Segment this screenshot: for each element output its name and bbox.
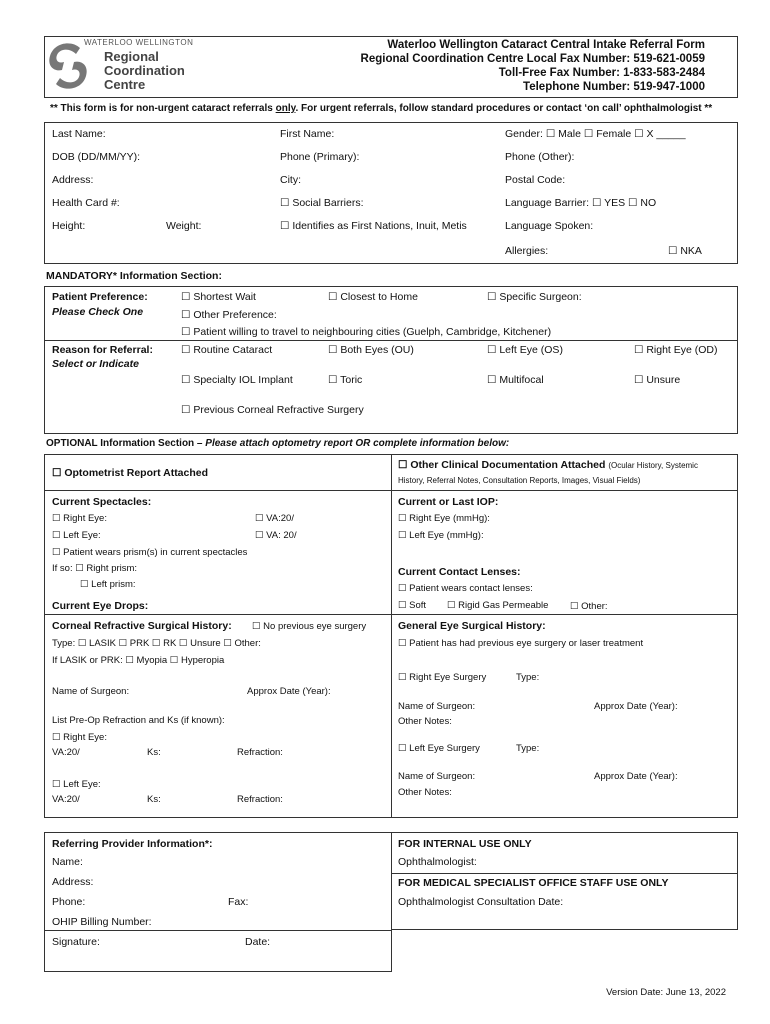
telephone: Telephone Number: 519-947-1000 [523, 81, 705, 93]
local-fax: Regional Coordination Centre Local Fax Number: 519-621-0059 [360, 53, 705, 65]
preop-left-va[interactable]: VA:20/ [52, 794, 80, 805]
left-approx-date[interactable]: Approx Date (Year): [594, 771, 678, 782]
iop-left-checkbox[interactable]: ☐ Left Eye (mmHg): [398, 530, 484, 541]
social-barriers-checkbox[interactable]: ☐ Social Barriers: [280, 197, 364, 209]
provider-fax-field[interactable]: Fax: [228, 896, 249, 908]
spec-va-right-checkbox[interactable]: ☐ VA:20/ [255, 513, 294, 524]
first-name-field[interactable]: First Name: [280, 128, 335, 140]
left-prism-checkbox[interactable]: ☐ Left prism: [80, 579, 136, 590]
lasik-type-checkboxes[interactable]: If LASIK or PRK: ☐ Myopia ☐ Hyperopia [52, 655, 225, 666]
other-doc-small: (Ocular History, Systemic [608, 461, 698, 470]
multifocal-checkbox[interactable]: ☐ Multifocal [487, 374, 544, 386]
right-approx-date[interactable]: Approx Date (Year): [594, 701, 678, 712]
language-barrier-field[interactable]: Language Barrier: ☐ YES ☐ NO [505, 197, 657, 209]
optional-title-main: OPTIONAL Information Section – [46, 438, 206, 449]
phone-other-field[interactable]: Phone (Other): [505, 151, 575, 163]
consultation-date-field[interactable]: Ophthalmologist Consultation Date: [398, 896, 564, 908]
soft-checkbox[interactable]: ☐ Soft [398, 600, 427, 611]
specific-surgeon-checkbox[interactable]: ☐ Specific Surgeon: [487, 291, 582, 303]
other-doc-label: ☐ Other Clinical Documentation Attached [398, 459, 606, 471]
gender-field[interactable]: Gender: ☐ Male ☐ Female ☐ X _____ [505, 128, 686, 140]
preop-left-ks[interactable]: Ks: [147, 794, 161, 805]
postal-code-field[interactable]: Postal Code: [505, 174, 566, 186]
rigid-checkbox[interactable]: ☐ Rigid Gas Permeable [447, 600, 549, 611]
other-clinical-doc-checkbox[interactable] [398, 459, 698, 471]
ohip-billing-field[interactable]: OHIP Billing Number: [52, 916, 152, 928]
optional-title [46, 438, 509, 449]
routine-cataract-checkbox[interactable]: ☐ Routine Cataract [181, 344, 273, 356]
specialty-iol-checkbox[interactable]: ☐ Specialty IOL Implant [181, 374, 293, 386]
provider-name-field[interactable]: Name: [52, 856, 83, 868]
pref-label: Patient Preference: [52, 291, 148, 303]
right-surgeon-field[interactable]: Name of Surgeon: [398, 701, 476, 712]
urgent-notice [50, 103, 712, 114]
preop-label: List Pre-Op Refraction and Ks (if known): [52, 715, 225, 726]
surgery-type-checkboxes[interactable]: Type: ☐ LASIK ☐ PRK ☐ RK ☐ Unsure ☐ Other: [52, 638, 261, 649]
other-doc-small-2: History, Referral Notes, Consultation Reports, Images, Visual Fields) [398, 476, 641, 485]
prism-checkbox[interactable]: ☐ Patient wears prism(s) in current spectacles [52, 547, 248, 558]
left-surgeon-field[interactable]: Name of Surgeon: [398, 771, 476, 782]
weight-field[interactable]: Weight: [166, 220, 202, 232]
pref-sub: Please Check One [52, 306, 144, 318]
other-pref-checkbox[interactable]: ☐ Other Preference: [181, 309, 277, 321]
patient-info-box [44, 122, 738, 264]
wears-contacts-checkbox[interactable]: ☐ Patient wears contact lenses: [398, 583, 533, 594]
mandatory-divider [44, 340, 738, 341]
notice-post: . For urgent referrals, follow standard procedures or contact ‘on call’ ophthalmologist ** [295, 103, 713, 114]
right-other-notes[interactable]: Other Notes: [398, 716, 452, 727]
preop-left-checkbox[interactable]: ☐ Left Eye: [52, 779, 101, 790]
right-eye-checkbox[interactable]: ☐ Right Eye (OD) [634, 344, 718, 356]
signature-date-field[interactable]: Date: [245, 936, 271, 948]
iop-right-checkbox[interactable]: ☐ Right Eye (mmHg): [398, 513, 490, 524]
provider-phone-field[interactable]: Phone: [52, 896, 86, 908]
provider-address-field[interactable]: Address: [52, 876, 94, 888]
no-prev-surgery-checkbox[interactable]: ☐ No previous eye surgery [252, 621, 367, 632]
spec-va-left-checkbox[interactable]: ☐ VA: 20/ [255, 530, 297, 541]
crs-title: Corneal Refractive Surgical History: [52, 620, 232, 632]
provider-box [44, 832, 392, 972]
provider-divider [44, 930, 392, 931]
notice-only: only [275, 103, 296, 114]
logo-line-3: Centre [104, 77, 146, 92]
shortest-wait-checkbox[interactable]: ☐ Shortest Wait [181, 291, 256, 303]
language-spoken-field[interactable]: Language Spoken: [505, 220, 594, 232]
iop-title: Current or Last IOP: [398, 496, 499, 508]
nka-checkbox[interactable]: ☐ NKA [668, 245, 702, 257]
staff-use-title: FOR MEDICAL SPECIALIST OFFICE STAFF USE ONLY [398, 877, 669, 889]
contacts-title: Current Contact Lenses: [398, 566, 521, 578]
travel-checkbox[interactable]: ☐ Patient willing to travel to neighbouring cities (Guelph, Cambridge, Kitchener) [181, 326, 552, 338]
corneal-surgery-checkbox[interactable]: ☐ Previous Corneal Refractive Surgery [181, 404, 364, 416]
tollfree-fax: Toll-Free Fax Number: 1-833-583-2484 [498, 67, 705, 79]
allergies-field[interactable]: Allergies: [505, 245, 549, 257]
crs-approx-date-field[interactable]: Approx Date (Year): [247, 686, 331, 697]
version-date: Version Date: June 13, 2022 [606, 987, 726, 998]
preop-right-refraction[interactable]: Refraction: [237, 747, 283, 758]
both-eyes-checkbox[interactable]: ☐ Both Eyes (OU) [328, 344, 414, 356]
other-contacts-checkbox[interactable]: ☐ Other: [570, 601, 608, 612]
spec-right-eye-checkbox[interactable]: ☐ Right Eye: [52, 513, 107, 524]
reason-sub: Select or Indicate [52, 358, 139, 370]
city-field[interactable]: City: [280, 174, 301, 186]
optional-hdivider-2 [44, 614, 738, 615]
logo-line-1: Regional [104, 49, 159, 64]
unsure-checkbox[interactable]: ☐ Unsure [634, 374, 681, 386]
crs-surgeon-field[interactable]: Name of Surgeon: [52, 686, 130, 697]
dob-field[interactable]: DOB (DD/MM/YY): [52, 151, 141, 163]
phone-primary-field[interactable]: Phone (Primary): [280, 151, 360, 163]
gesh-title: General Eye Surgical History: [398, 620, 546, 632]
internal-divider [391, 873, 738, 874]
mandatory-title: MANDATORY* Information Section: [46, 270, 222, 282]
address-field[interactable]: Address: [52, 174, 94, 186]
preop-right-va[interactable]: VA:20/ [52, 747, 80, 758]
health-card-field[interactable]: Health Card #: [52, 197, 120, 209]
logo-line-2: Coordination [104, 63, 185, 78]
closest-home-checkbox[interactable]: ☐ Closest to Home [328, 291, 418, 303]
notice-pre: ** This form is for non-urgent cataract referrals [50, 103, 276, 114]
spec-left-eye-checkbox[interactable]: ☐ Left Eye: [52, 530, 101, 541]
optional-title-italic: Please attach optometry report OR complete information below: [205, 438, 510, 449]
preop-right-checkbox[interactable]: ☐ Right Eye: [52, 732, 107, 743]
optional-hdivider-1 [44, 490, 738, 491]
provider-title: Referring Provider Information*: [52, 838, 213, 850]
height-field[interactable]: Height: [52, 220, 86, 232]
mandatory-box [44, 286, 738, 434]
preop-left-refraction[interactable]: Refraction: [237, 794, 283, 805]
left-surgery-type[interactable]: Type: [516, 743, 540, 754]
spectacles-title: Current Spectacles: [52, 496, 152, 508]
last-name-field[interactable]: Last Name: [52, 128, 106, 140]
right-eye-surgery-checkbox[interactable]: ☐ Right Eye Surgery [398, 672, 487, 683]
left-eye-checkbox[interactable]: ☐ Left Eye (OS) [487, 344, 563, 356]
identifies-checkbox[interactable]: ☐ Identifies as First Nations, Inuit, Metis [280, 220, 467, 232]
form-title: Waterloo Wellington Cataract Central Intake Referral Form [387, 39, 705, 51]
right-prism-checkbox[interactable]: If so: ☐ Right prism: [52, 563, 138, 574]
optional-vdivider [391, 454, 392, 818]
preop-right-ks[interactable]: Ks: [147, 747, 161, 758]
left-eye-surgery-checkbox[interactable]: ☐ Left Eye Surgery [398, 743, 480, 754]
signature-field[interactable]: Signature: [52, 936, 100, 948]
eye-drops-title: Current Eye Drops: [52, 600, 149, 612]
left-other-notes[interactable]: Other Notes: [398, 787, 452, 798]
internal-use-title: FOR INTERNAL USE ONLY [398, 838, 532, 850]
reason-label: Reason for Referral: [52, 344, 153, 356]
toric-checkbox[interactable]: ☐ Toric [328, 374, 363, 386]
right-surgery-type[interactable]: Type: [516, 672, 540, 683]
optometrist-report-checkbox[interactable]: ☐ Optometrist Report Attached [52, 467, 209, 479]
logo-small-text: WATERLOO WELLINGTON [84, 38, 194, 47]
ophthalmologist-field[interactable]: Ophthalmologist: [398, 856, 477, 868]
had-prev-surgery-checkbox[interactable]: ☐ Patient has had previous eye surgery or laser treatment [398, 638, 644, 649]
